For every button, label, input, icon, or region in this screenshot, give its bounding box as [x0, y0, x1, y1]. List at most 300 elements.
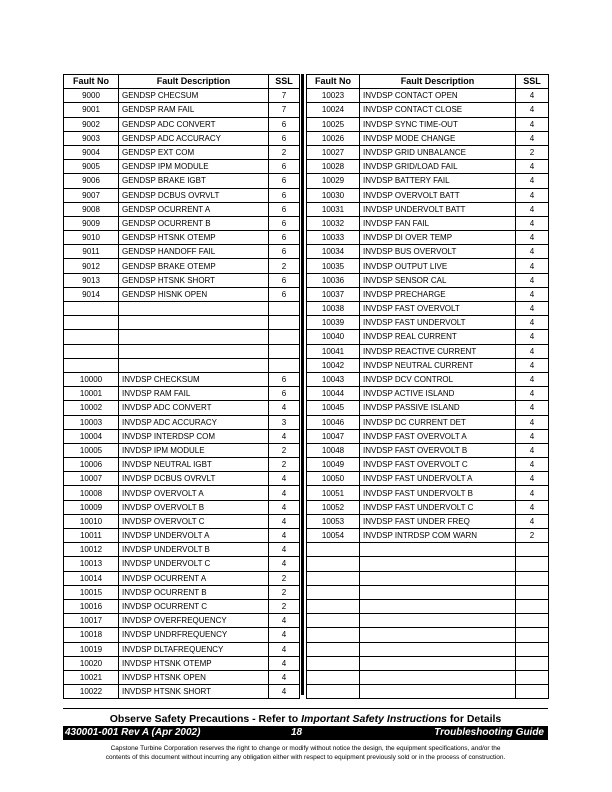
fault-table-left-body: [64, 89, 300, 699]
fault-description-cell: [360, 585, 516, 599]
fault-number-cell: 10051: [307, 486, 360, 500]
ssl-cell: 4: [516, 458, 549, 472]
fault-number-cell: [64, 344, 119, 358]
ssl-cell: 7: [269, 103, 300, 117]
ssl-cell: 4: [269, 543, 300, 557]
fault-number-cell: 10037: [307, 287, 360, 301]
fault-description-cell: GENDSP HTSNK SHORT: [119, 273, 269, 287]
fault-number-cell: 10021: [64, 670, 119, 684]
fault-number-cell: 9009: [64, 216, 119, 230]
header-ssl: SSL: [516, 75, 549, 89]
table-header-row: [307, 75, 549, 89]
ssl-cell: [516, 628, 549, 642]
fault-number-cell: 10032: [307, 216, 360, 230]
fault-number-cell: 10040: [307, 330, 360, 344]
fault-description-cell: GENDSP OCURRENT B: [119, 216, 269, 230]
ssl-cell: 4: [516, 287, 549, 301]
fault-number-cell: 10025: [307, 117, 360, 131]
table-row: [64, 188, 300, 202]
fault-description-cell: [119, 358, 269, 372]
table-row: [307, 202, 549, 216]
table-row: [307, 145, 549, 159]
fault-number-cell: 10006: [64, 458, 119, 472]
fault-number-cell: 10029: [307, 174, 360, 188]
table-row: [307, 585, 549, 599]
ssl-cell: 4: [516, 500, 549, 514]
fault-description-cell: GENDSP HANDOFF FAIL: [119, 245, 269, 259]
table-row: [64, 202, 300, 216]
table-row: [64, 685, 300, 699]
ssl-cell: 3: [269, 415, 300, 429]
ssl-cell: 4: [516, 89, 549, 103]
fault-description-cell: INVDSP CONTACT CLOSE: [360, 103, 516, 117]
ssl-cell: 4: [269, 656, 300, 670]
fault-number-cell: 10000: [64, 372, 119, 386]
fault-description-cell: INVDSP FAST UNDERVOLT C: [360, 500, 516, 514]
page-number: 18: [291, 727, 303, 738]
table-row: [64, 231, 300, 245]
ssl-cell: [516, 571, 549, 585]
ssl-cell: 6: [269, 387, 300, 401]
table-row: [307, 529, 549, 543]
fault-number-cell: 10027: [307, 145, 360, 159]
fault-number-cell: 10017: [64, 614, 119, 628]
ssl-cell: 6: [269, 216, 300, 230]
table-row: [64, 160, 300, 174]
ssl-cell: 4: [516, 415, 549, 429]
fault-description-cell: [360, 614, 516, 628]
fault-description-cell: INVDSP BATTERY FAIL: [360, 174, 516, 188]
table-row: [307, 656, 549, 670]
fault-description-cell: INVDSP GRID/LOAD FAIL: [360, 160, 516, 174]
ssl-cell: 4: [516, 372, 549, 386]
table-row: [64, 472, 300, 486]
table-row: [64, 316, 300, 330]
fault-description-cell: [119, 302, 269, 316]
fault-number-cell: 10018: [64, 628, 119, 642]
table-row: [307, 458, 549, 472]
fault-number-cell: 9005: [64, 160, 119, 174]
fault-table-right-body: [307, 89, 549, 699]
table-row: [307, 330, 549, 344]
fault-description-cell: INVDSP FAST UNDERVOLT A: [360, 472, 516, 486]
fault-number-cell: 10039: [307, 316, 360, 330]
fault-number-cell: 10009: [64, 500, 119, 514]
fault-description-cell: GENDSP CHECSUM: [119, 89, 269, 103]
table-row: [307, 571, 549, 585]
ssl-cell: [516, 656, 549, 670]
fault-number-cell: 10024: [307, 103, 360, 117]
table-header-row: [64, 75, 300, 89]
fault-description-cell: INVDSP PRECHARGE: [360, 287, 516, 301]
table-row: [64, 259, 300, 273]
table-row: [307, 188, 549, 202]
fault-description-cell: INVDSP UNDERVOLT B: [119, 543, 269, 557]
table-row: [307, 231, 549, 245]
fault-description-cell: INVDSP HTSNK SHORT: [119, 685, 269, 699]
table-row: [307, 387, 549, 401]
table-row: [307, 670, 549, 684]
table-row: [307, 103, 549, 117]
fault-number-cell: [64, 316, 119, 330]
table-row: [307, 543, 549, 557]
fault-description-cell: GENDSP BRAKE IGBT: [119, 174, 269, 188]
fault-description-cell: INVDSP OCURRENT C: [119, 599, 269, 613]
table-row: [64, 216, 300, 230]
fault-description-cell: GENDSP BRAKE OTEMP: [119, 259, 269, 273]
ssl-cell: 4: [516, 486, 549, 500]
fault-description-cell: [119, 316, 269, 330]
fault-number-cell: 10042: [307, 358, 360, 372]
ssl-cell: 4: [516, 429, 549, 443]
ssl-cell: [269, 330, 300, 344]
table-row: [64, 543, 300, 557]
ssl-cell: 2: [516, 145, 549, 159]
ssl-cell: 6: [269, 174, 300, 188]
ssl-cell: 2: [269, 145, 300, 159]
table-row: [64, 273, 300, 287]
fault-description-cell: INVDSP ADC ACCURACY: [119, 415, 269, 429]
fault-description-cell: GENDSP ADC CONVERT: [119, 117, 269, 131]
fault-description-cell: INVDSP OVERVOLT BATT: [360, 188, 516, 202]
fault-number-cell: 10034: [307, 245, 360, 259]
document-id: 430001-001 Rev A (Apr 2002): [65, 727, 201, 738]
fault-description-cell: [360, 599, 516, 613]
fault-description-cell: [360, 656, 516, 670]
ssl-cell: 4: [516, 202, 549, 216]
table-row: [307, 514, 549, 528]
ssl-cell: 4: [269, 514, 300, 528]
ssl-cell: 6: [269, 245, 300, 259]
fault-number-cell: [64, 358, 119, 372]
table-row: [307, 316, 549, 330]
table-row: [64, 571, 300, 585]
table-row: [307, 287, 549, 301]
section-title: Troubleshooting Guide: [434, 727, 544, 738]
fault-number-cell: 10010: [64, 514, 119, 528]
fault-description-cell: [360, 543, 516, 557]
fault-description-cell: INVDSP UNDERVOLT C: [119, 557, 269, 571]
fault-description-cell: INVDSP HTSNK OTEMP: [119, 656, 269, 670]
fault-number-cell: 10030: [307, 188, 360, 202]
table-row: [307, 429, 549, 443]
fault-number-cell: [64, 302, 119, 316]
fault-number-cell: 9006: [64, 174, 119, 188]
table-row: [307, 216, 549, 230]
column-separator: [301, 74, 304, 695]
ssl-cell: 4: [516, 387, 549, 401]
ssl-cell: 4: [516, 472, 549, 486]
disclaimer-line-2: contents of this document without incurring any obligation either with respect to equipment previously sold or in the process of construction.: [105, 754, 506, 761]
ssl-cell: 6: [269, 188, 300, 202]
ssl-cell: 6: [269, 372, 300, 386]
table-row: [307, 259, 549, 273]
ssl-cell: 4: [269, 670, 300, 684]
ssl-cell: [516, 543, 549, 557]
fault-description-cell: INVDSP ACTIVE ISLAND: [360, 387, 516, 401]
fault-number-cell: 10008: [64, 486, 119, 500]
fault-description-cell: GENDSP HISNK OPEN: [119, 287, 269, 301]
fault-description-cell: INVDSP UNDERVOLT BATT: [360, 202, 516, 216]
table-row: [307, 174, 549, 188]
fault-number-cell: [307, 656, 360, 670]
fault-description-cell: GENDSP RAM FAIL: [119, 103, 269, 117]
fault-number-cell: [307, 599, 360, 613]
fault-number-cell: [307, 543, 360, 557]
fault-description-cell: [360, 685, 516, 699]
fault-description-cell: INVDSP OCURRENT A: [119, 571, 269, 585]
fault-number-cell: 10052: [307, 500, 360, 514]
fault-number-cell: 10043: [307, 372, 360, 386]
fault-number-cell: 10001: [64, 387, 119, 401]
ssl-cell: 2: [516, 529, 549, 543]
table-row: [307, 344, 549, 358]
ssl-cell: 2: [269, 458, 300, 472]
ssl-cell: [516, 685, 549, 699]
table-row: [64, 330, 300, 344]
ssl-cell: 6: [269, 117, 300, 131]
fault-description-cell: INVDSP MODE CHANGE: [360, 131, 516, 145]
table-row: [64, 599, 300, 613]
fault-description-cell: INVDSP PASSIVE ISLAND: [360, 401, 516, 415]
fault-number-cell: 9004: [64, 145, 119, 159]
table-row: [307, 614, 549, 628]
ssl-cell: 4: [269, 472, 300, 486]
fault-number-cell: 10022: [64, 685, 119, 699]
table-row: [307, 628, 549, 642]
fault-description-cell: INVDSP REACTIVE CURRENT: [360, 344, 516, 358]
header-fault-no: Fault No: [307, 75, 360, 89]
header-fault-description: Fault Description: [119, 75, 269, 89]
ssl-cell: 4: [516, 401, 549, 415]
table-row: [64, 429, 300, 443]
fault-number-cell: 10003: [64, 415, 119, 429]
ssl-cell: 4: [516, 231, 549, 245]
fault-description-cell: INVDSP CHECKSUM: [119, 372, 269, 386]
fault-description-cell: INVDSP NEUTRAL CURRENT: [360, 358, 516, 372]
ssl-cell: 4: [269, 628, 300, 642]
ssl-cell: [516, 670, 549, 684]
fault-description-cell: INVDSP IPM MODULE: [119, 443, 269, 457]
table-row: [64, 344, 300, 358]
ssl-cell: 6: [269, 287, 300, 301]
fault-number-cell: 10046: [307, 415, 360, 429]
fault-description-cell: INVDSP FAST UNDERVOLT: [360, 316, 516, 330]
fault-description-cell: GENDSP ADC ACCURACY: [119, 131, 269, 145]
table-row: [64, 486, 300, 500]
fault-number-cell: 10035: [307, 259, 360, 273]
fault-description-cell: INVDSP OVERFREQUENCY: [119, 614, 269, 628]
ssl-cell: [516, 599, 549, 613]
ssl-cell: 4: [516, 131, 549, 145]
table-row: [307, 443, 549, 457]
fault-number-cell: 10044: [307, 387, 360, 401]
table-row: [64, 89, 300, 103]
fault-number-cell: [307, 685, 360, 699]
table-row: [307, 557, 549, 571]
table-row: [307, 472, 549, 486]
table-row: [307, 642, 549, 656]
ssl-cell: 4: [516, 330, 549, 344]
table-row: [64, 372, 300, 386]
table-row: [64, 443, 300, 457]
table-row: [307, 302, 549, 316]
fault-number-cell: 10004: [64, 429, 119, 443]
footer-divider: [63, 708, 548, 709]
fault-number-cell: 10005: [64, 443, 119, 457]
fault-description-cell: INVDSP SYNC TIME-OUT: [360, 117, 516, 131]
fault-description-cell: INVDSP OUTPUT LIVE: [360, 259, 516, 273]
table-row: [307, 486, 549, 500]
table-row: [64, 415, 300, 429]
fault-number-cell: 10054: [307, 529, 360, 543]
fault-description-cell: INVDSP DCV CONTROL: [360, 372, 516, 386]
fault-description-cell: INVDSP BUS OVERVOLT: [360, 245, 516, 259]
ssl-cell: 6: [269, 202, 300, 216]
fault-description-cell: INVDSP FAST UNDER FREQ: [360, 514, 516, 528]
fault-number-cell: 9002: [64, 117, 119, 131]
ssl-cell: 6: [269, 160, 300, 174]
fault-description-cell: INVDSP FAST OVERVOLT: [360, 302, 516, 316]
ssl-cell: 7: [269, 89, 300, 103]
fault-description-cell: [360, 642, 516, 656]
table-row: [64, 245, 300, 259]
fault-number-cell: 9007: [64, 188, 119, 202]
ssl-cell: [269, 344, 300, 358]
fault-number-cell: 10012: [64, 543, 119, 557]
ssl-cell: [269, 358, 300, 372]
fault-number-cell: 10047: [307, 429, 360, 443]
fault-description-cell: INVDSP HTSNK OPEN: [119, 670, 269, 684]
ssl-cell: 4: [516, 316, 549, 330]
ssl-cell: 4: [516, 160, 549, 174]
fault-description-cell: INVDSP OVERVOLT A: [119, 486, 269, 500]
fault-number-cell: 10016: [64, 599, 119, 613]
fault-description-cell: INVDSP DCBUS OVRVLT: [119, 472, 269, 486]
header-fault-description: Fault Description: [360, 75, 516, 89]
table-row: [64, 500, 300, 514]
table-row: [307, 245, 549, 259]
table-row: [307, 372, 549, 386]
ssl-cell: 4: [516, 273, 549, 287]
table-row: [64, 287, 300, 301]
fault-number-cell: 10028: [307, 160, 360, 174]
fault-number-cell: 10038: [307, 302, 360, 316]
ssl-cell: 4: [269, 500, 300, 514]
fault-number-cell: 10002: [64, 401, 119, 415]
ssl-cell: 4: [516, 514, 549, 528]
ssl-cell: [269, 302, 300, 316]
safety-notice-emphasis: Important Safety Instructions: [301, 713, 447, 725]
fault-number-cell: 10011: [64, 529, 119, 543]
footer-bar: [63, 726, 548, 740]
fault-description-cell: INVDSP FAST OVERVOLT C: [360, 458, 516, 472]
fault-number-cell: 10053: [307, 514, 360, 528]
table-row: [64, 174, 300, 188]
ssl-cell: 4: [269, 685, 300, 699]
fault-description-cell: INVDSP FAST OVERVOLT A: [360, 429, 516, 443]
fault-description-cell: INVDSP OVERVOLT C: [119, 514, 269, 528]
table-row: [64, 585, 300, 599]
fault-description-cell: INVDSP REAL CURRENT: [360, 330, 516, 344]
fault-number-cell: 10020: [64, 656, 119, 670]
fault-description-cell: GENDSP OCURRENT A: [119, 202, 269, 216]
fault-description-cell: GENDSP DCBUS OVRVLT: [119, 188, 269, 202]
fault-number-cell: 10036: [307, 273, 360, 287]
fault-number-cell: 10014: [64, 571, 119, 585]
fault-number-cell: 10033: [307, 231, 360, 245]
disclaimer: [63, 744, 548, 762]
header-fault-no: Fault No: [64, 75, 119, 89]
ssl-cell: 4: [516, 302, 549, 316]
ssl-cell: 4: [516, 245, 549, 259]
fault-number-cell: 10045: [307, 401, 360, 415]
fault-description-cell: INVDSP DI OVER TEMP: [360, 231, 516, 245]
fault-number-cell: 9001: [64, 103, 119, 117]
fault-description-cell: INVDSP FAN FAIL: [360, 216, 516, 230]
safety-notice-suffix: for Details: [447, 713, 502, 725]
table-row: [307, 500, 549, 514]
ssl-cell: 2: [269, 443, 300, 457]
ssl-cell: 4: [516, 358, 549, 372]
fault-description-cell: INVDSP SENSOR CAL: [360, 273, 516, 287]
ssl-cell: 6: [269, 231, 300, 245]
table-row: [307, 599, 549, 613]
fault-description-cell: INVDSP UNDERVOLT A: [119, 529, 269, 543]
fault-number-cell: 9003: [64, 131, 119, 145]
table-row: [307, 358, 549, 372]
fault-description-cell: INVDSP FAST OVERVOLT B: [360, 443, 516, 457]
ssl-cell: [516, 642, 549, 656]
fault-description-cell: INVDSP DC CURRENT DET: [360, 415, 516, 429]
ssl-cell: 4: [269, 529, 300, 543]
fault-number-cell: 9008: [64, 202, 119, 216]
table-row: [307, 131, 549, 145]
fault-description-cell: INVDSP UNDRFREQUENCY: [119, 628, 269, 642]
fault-number-cell: 10023: [307, 89, 360, 103]
safety-notice-prefix: Observe Safety Precautions - Refer to: [109, 713, 302, 725]
ssl-cell: 2: [269, 599, 300, 613]
ssl-cell: [516, 614, 549, 628]
table-row: [307, 685, 549, 699]
table-row: [307, 401, 549, 415]
fault-number-cell: [307, 614, 360, 628]
ssl-cell: 2: [269, 571, 300, 585]
fault-number-cell: 10019: [64, 642, 119, 656]
fault-number-cell: [64, 330, 119, 344]
ssl-cell: 4: [269, 401, 300, 415]
fault-description-cell: [360, 628, 516, 642]
ssl-cell: 2: [269, 259, 300, 273]
table-row: [307, 117, 549, 131]
table-row: [64, 656, 300, 670]
table-row: [64, 401, 300, 415]
fault-number-cell: 9000: [64, 89, 119, 103]
ssl-cell: 4: [516, 103, 549, 117]
table-row: [64, 387, 300, 401]
fault-description-cell: [360, 571, 516, 585]
fault-number-cell: [307, 571, 360, 585]
fault-number-cell: 9014: [64, 287, 119, 301]
table-row: [64, 628, 300, 642]
ssl-cell: 4: [269, 642, 300, 656]
ssl-cell: 4: [516, 174, 549, 188]
fault-description-cell: INVDSP OCURRENT B: [119, 585, 269, 599]
table-row: [307, 273, 549, 287]
fault-description-cell: INVDSP INTERDSP COM: [119, 429, 269, 443]
fault-number-cell: 9011: [64, 245, 119, 259]
fault-description-cell: INVDSP RAM FAIL: [119, 387, 269, 401]
